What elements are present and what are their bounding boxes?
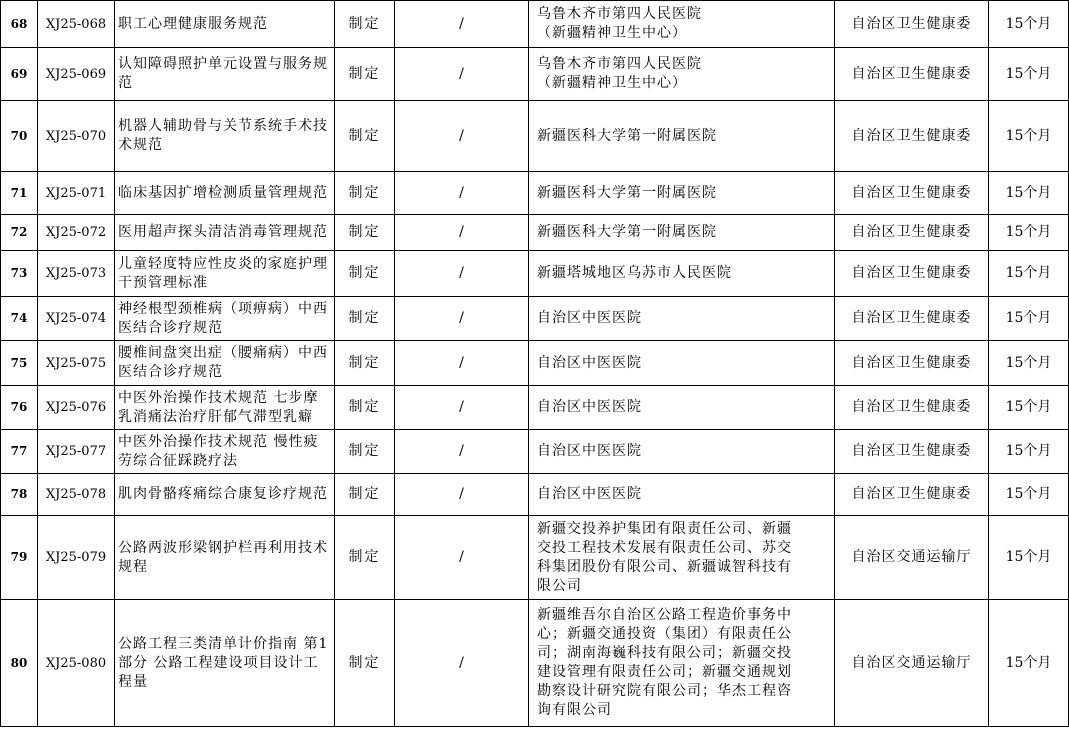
row-number-cell: 80 (1, 600, 38, 727)
drafting-unit-line: 新疆塔城地区乌苏市人民医院 (537, 265, 732, 281)
drafting-unit-cell (529, 251, 835, 297)
drafting-unit-line: （新疆精神卫生中心） (537, 25, 687, 41)
period-cell: 15个月 (989, 251, 1069, 297)
drafting-unit-line: 询有限公司 (537, 702, 612, 718)
department-cell: 自治区卫生健康委 (835, 101, 989, 172)
revised-standard-cell: / (395, 600, 529, 727)
row-number-cell: 68 (1, 1, 38, 48)
type-cell: 制定 (335, 430, 395, 474)
department-cell: 自治区卫生健康委 (835, 297, 989, 341)
row-number-cell: 76 (1, 386, 38, 430)
type-cell: 制定 (335, 600, 395, 727)
period-cell: 15个月 (989, 600, 1069, 727)
row-number-cell: 79 (1, 516, 38, 600)
department-cell: 自治区卫生健康委 (835, 474, 989, 516)
period-cell: 15个月 (989, 430, 1069, 474)
revised-standard-cell: / (395, 251, 529, 297)
project-code-cell: XJ25-080 (38, 600, 115, 727)
table-row (1, 48, 1069, 101)
drafting-unit-cell (529, 600, 835, 727)
period-cell: 15个月 (989, 1, 1069, 48)
department-cell: 自治区卫生健康委 (835, 215, 989, 251)
table-row (1, 341, 1069, 386)
period-cell: 15个月 (989, 297, 1069, 341)
standard-name-line: 公路工程三类清单计价指南 第1 (118, 635, 329, 652)
standard-name-line: 医结合诊疗规范 (118, 319, 223, 336)
standard-name-line: 神经根型颈椎病（项痹病）中西 (118, 300, 328, 317)
standard-name-line: 医结合诊疗规范 (118, 364, 223, 380)
revised-standard-cell: / (395, 297, 529, 341)
project-code-cell: XJ25-071 (38, 172, 115, 215)
row-number-cell: 70 (1, 101, 38, 172)
drafting-unit-line: 新疆医科大学第一附属医院 (537, 127, 717, 144)
department-cell: 自治区卫生健康委 (835, 1, 989, 48)
table-row (1, 172, 1069, 215)
drafting-unit-line: 新疆医科大学第一附属医院 (537, 224, 717, 240)
type-cell: 制定 (335, 297, 395, 341)
type-cell: 制定 (335, 172, 395, 215)
standard-name-line: 肌肉骨骼疼痛综合康复诊疗规范 (118, 486, 328, 502)
table-row (1, 215, 1069, 251)
revised-standard-cell: / (395, 386, 529, 430)
standard-name-line: 术规范 (118, 137, 163, 153)
revised-standard-cell: / (395, 430, 529, 474)
drafting-unit-cell (529, 386, 835, 430)
drafting-unit-cell (529, 474, 835, 516)
table-row (1, 101, 1069, 172)
period-cell: 15个月 (989, 516, 1069, 600)
table-row (1, 1, 1069, 48)
standard-name-cell (115, 215, 335, 251)
row-number-cell: 72 (1, 215, 38, 251)
table-row (1, 600, 1069, 727)
project-code-cell: XJ25-070 (38, 101, 115, 172)
standard-name-line: 临床基因扩增检测质量管理规范 (118, 184, 328, 201)
department-cell: 自治区卫生健康委 (835, 386, 989, 430)
drafting-unit-line: 自治区中医医院 (537, 310, 642, 326)
standard-name-line: 范 (118, 75, 133, 91)
drafting-unit-cell (529, 101, 835, 172)
period-cell: 15个月 (989, 386, 1069, 430)
period-cell: 15个月 (989, 474, 1069, 516)
drafting-unit-line: 乌鲁木齐市第四人民医院 (537, 56, 702, 72)
standard-name-cell (115, 600, 335, 727)
table-row (1, 297, 1069, 341)
row-number-cell: 77 (1, 430, 38, 474)
drafting-unit-line: 自治区中医医院 (537, 399, 642, 415)
project-code-cell: XJ25-079 (38, 516, 115, 600)
standard-name-cell (115, 341, 335, 386)
department-cell: 自治区卫生健康委 (835, 172, 989, 215)
revised-standard-cell: / (395, 516, 529, 600)
standard-name-cell (115, 101, 335, 172)
drafting-unit-line: 新疆维吾尔自治区公路工程造价事务中 (537, 607, 792, 623)
type-cell: 制定 (335, 516, 395, 600)
revised-standard-cell: / (395, 474, 529, 516)
standard-name-line: 规程 (118, 558, 148, 575)
type-cell: 制定 (335, 474, 395, 516)
department-cell: 自治区卫生健康委 (835, 251, 989, 297)
period-cell: 15个月 (989, 48, 1069, 101)
standard-name-cell (115, 172, 335, 215)
table-row (1, 430, 1069, 474)
standard-name-line: 中医外治操作技术规范 慢性疲 (118, 433, 319, 450)
standard-name-cell (115, 430, 335, 474)
row-number-cell: 78 (1, 474, 38, 516)
drafting-unit-line: 建设管理有限责任公司；新疆交通规划 (537, 664, 792, 680)
drafting-unit-line: 司；湖南海巍科技有限公司；新疆交投 (537, 645, 792, 661)
type-cell: 制定 (335, 48, 395, 101)
project-code-cell: XJ25-069 (38, 48, 115, 101)
drafting-unit-line: 心；新疆交通投资（集团）有限责任公 (537, 626, 792, 642)
type-cell: 制定 (335, 101, 395, 172)
standard-name-line: 程量 (118, 673, 148, 690)
table-row (1, 386, 1069, 430)
drafting-unit-line: 自治区中医医院 (537, 443, 642, 459)
standard-name-cell (115, 474, 335, 516)
drafting-unit-cell (529, 1, 835, 48)
row-number-cell: 71 (1, 172, 38, 215)
project-code-cell: XJ25-072 (38, 215, 115, 251)
drafting-unit-cell (529, 430, 835, 474)
drafting-unit-line: 自治区中医医院 (537, 486, 642, 502)
standard-name-line: 儿童轻度特应性皮炎的家庭护理 (118, 255, 328, 272)
standard-name-line: 机器人辅助骨与关节系统手术技 (118, 118, 328, 134)
standard-name-line: 职工心理健康服务规范 (118, 15, 268, 32)
standard-name-line: 公路两波形梁钢护栏再利用技术 (118, 539, 328, 556)
period-cell: 15个月 (989, 101, 1069, 172)
drafting-unit-line: 科集团股份有限公司、新疆诚智科技有 (537, 558, 792, 575)
drafting-unit-line: 新疆医科大学第一附属医院 (537, 184, 717, 201)
period-cell: 15个月 (989, 172, 1069, 215)
type-cell: 制定 (335, 341, 395, 386)
project-code-cell: XJ25-074 (38, 297, 115, 341)
project-code-cell: XJ25-076 (38, 386, 115, 430)
revised-standard-cell: / (395, 172, 529, 215)
row-number-cell: 75 (1, 341, 38, 386)
table-row (1, 516, 1069, 600)
standard-name-cell (115, 251, 335, 297)
drafting-unit-line: （新疆精神卫生中心） (537, 75, 687, 91)
row-number-cell: 69 (1, 48, 38, 101)
drafting-unit-cell (529, 215, 835, 251)
standard-name-cell (115, 386, 335, 430)
standard-name-line: 中医外治操作技术规范 七步摩 (118, 389, 319, 406)
table-row (1, 251, 1069, 297)
revised-standard-cell: / (395, 101, 529, 172)
project-code-cell: XJ25-078 (38, 474, 115, 516)
revised-standard-cell: / (395, 341, 529, 386)
drafting-unit-line: 乌鲁木齐市第四人民医院 (537, 6, 702, 22)
revised-standard-cell: / (395, 48, 529, 101)
standard-name-cell (115, 48, 335, 101)
type-cell: 制定 (335, 386, 395, 430)
standard-name-line: 劳综合征踩跷疗法 (118, 452, 238, 469)
standard-name-line: 部分 公路工程建设项目设计工 (118, 654, 319, 671)
standard-name-cell (115, 516, 335, 600)
period-cell: 15个月 (989, 215, 1069, 251)
type-cell: 制定 (335, 215, 395, 251)
drafting-unit-line: 勘察设计研究院有限公司；华杰工程咨 (537, 683, 792, 699)
project-code-cell: XJ25-077 (38, 430, 115, 474)
type-cell: 制定 (335, 251, 395, 297)
department-cell: 自治区卫生健康委 (835, 341, 989, 386)
drafting-unit-line: 交投工程技术发展有限责任公司、苏交 (537, 539, 792, 556)
revised-standard-cell: / (395, 215, 529, 251)
drafting-unit-cell (529, 48, 835, 101)
drafting-unit-cell (529, 341, 835, 386)
drafting-unit-cell (529, 516, 835, 600)
type-cell: 制定 (335, 1, 395, 48)
drafting-unit-cell (529, 172, 835, 215)
standard-name-cell (115, 1, 335, 48)
department-cell: 自治区交通运输厅 (835, 600, 989, 727)
standard-name-line: 腰椎间盘突出症（腰痛病）中西 (118, 345, 328, 361)
department-cell: 自治区卫生健康委 (835, 48, 989, 101)
project-code-cell: XJ25-068 (38, 1, 115, 48)
standard-name-cell (115, 297, 335, 341)
department-cell: 自治区交通运输厅 (835, 516, 989, 600)
period-cell: 15个月 (989, 341, 1069, 386)
revised-standard-cell: / (395, 1, 529, 48)
table-row (1, 474, 1069, 516)
standard-name-line: 医用超声探头清洁消毒管理规范 (118, 224, 328, 240)
drafting-unit-line: 自治区中医医院 (537, 354, 642, 371)
project-code-cell: XJ25-075 (38, 341, 115, 386)
standard-name-line: 认知障碍照护单元设置与服务规 (118, 56, 328, 72)
row-number-cell: 74 (1, 297, 38, 341)
drafting-unit-cell (529, 297, 835, 341)
drafting-unit-line: 限公司 (537, 577, 582, 594)
standard-name-line: 干预管理标准 (118, 274, 208, 291)
standard-name-line: 乳消痛法治疗肝郁气滞型乳癖 (118, 408, 313, 425)
drafting-unit-line: 新疆交投养护集团有限责任公司、新疆 (537, 520, 792, 537)
department-cell: 自治区卫生健康委 (835, 430, 989, 474)
row-number-cell: 73 (1, 251, 38, 297)
project-code-cell: XJ25-073 (38, 251, 115, 297)
